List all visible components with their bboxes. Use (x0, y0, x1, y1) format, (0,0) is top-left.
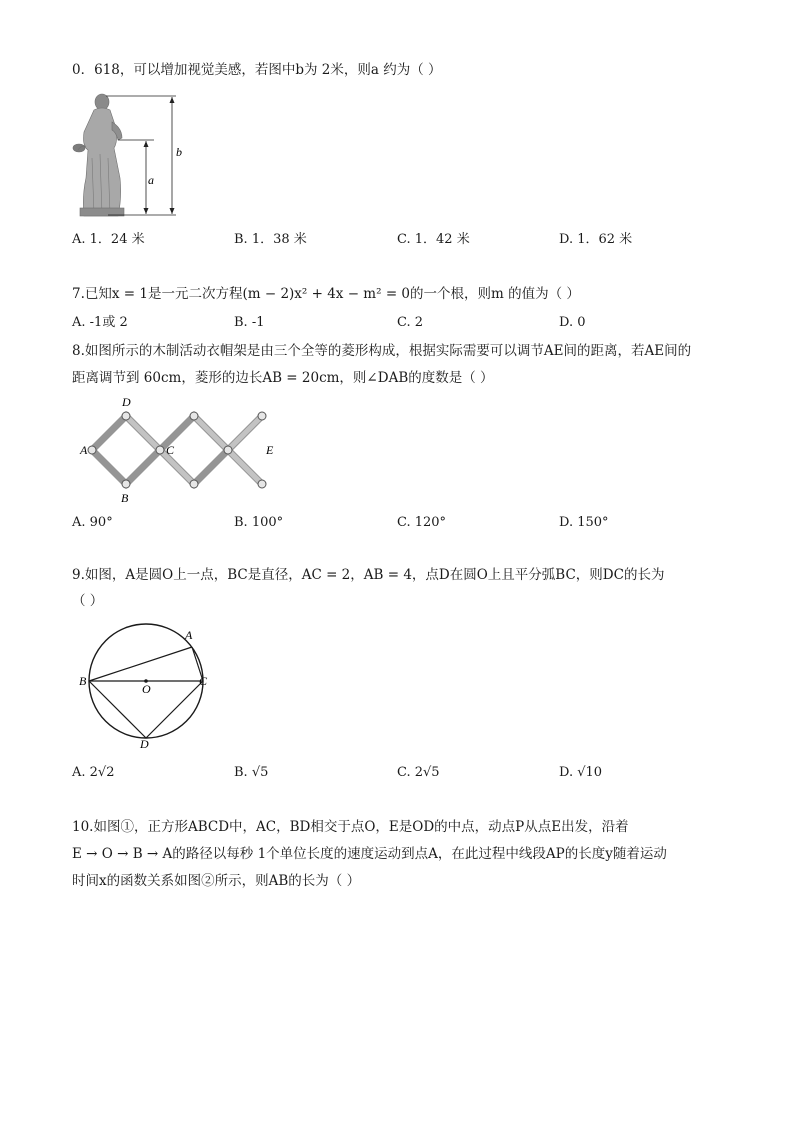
q6-option-a[interactable]: A. 1．24 米 (72, 232, 145, 247)
q10-line3: 时间x的函数关系如图②所示，则AB的长为（ ） (72, 873, 361, 889)
label-d: D (140, 737, 149, 748)
q6-stem: 0．618，可以增加视觉美感，若图中b为 2米，则a 约为（ ） (72, 62, 442, 78)
q6-option-c[interactable]: C. 1．42 米 (397, 232, 470, 247)
statue-image (73, 94, 124, 216)
q10-line1: 10.如图①，正方形ABCD中，AC，BD相交于点O，E是OD的中点，动点P从点E出发，沿着 (72, 819, 629, 835)
q9-option-a[interactable]: A. 2√2 (72, 765, 115, 780)
label-a: a (148, 173, 154, 187)
q8-option-b[interactable]: B. 100° (234, 515, 284, 530)
coat-rack-figure (78, 394, 278, 506)
q8-option-a[interactable]: A. 90° (72, 515, 113, 530)
q7-option-c[interactable]: C. 2 (397, 315, 424, 330)
label-c: C (166, 443, 175, 457)
q7-option-b[interactable]: B. -1 (234, 315, 265, 330)
q9-option-c[interactable]: C. 2√5 (397, 765, 440, 780)
statue-figure (72, 88, 192, 220)
q7-option-d[interactable]: D. 0 (559, 315, 586, 330)
label-o: O (142, 682, 151, 696)
q8-option-d[interactable]: D. 150° (559, 515, 609, 530)
label-a: A (185, 628, 193, 642)
q6-option-d[interactable]: D. 1．62 米 (559, 232, 633, 247)
circle-diagram (76, 622, 216, 748)
q7-stem: 7.已知x = 1是一元二次方程(m − 2)x² + 4x − m² = 0的一个根，则m 的值为（ ） (72, 286, 580, 302)
q7-option-a[interactable]: A. -1或 2 (72, 315, 128, 330)
label-b: B (121, 491, 129, 505)
q6-option-b[interactable]: B. 1．38 米 (234, 232, 307, 247)
q10-line2: E → O → B → A的路径以每秒 1个单位长度的速度运动到点A，在此过程中线段AP的长度y随着运动 (72, 846, 667, 862)
label-b: b (176, 145, 182, 159)
q8-option-c[interactable]: C. 120° (397, 515, 447, 530)
q9-stem-line2: （ ） (72, 593, 104, 609)
q9-option-d[interactable]: D. √10 (559, 765, 603, 780)
q9-option-b[interactable]: B. √5 (234, 765, 269, 780)
label-c: C (199, 674, 208, 688)
label-e: E (266, 443, 274, 457)
label-b: B (79, 674, 87, 688)
label-d: D (122, 395, 131, 409)
q8-stem-line2: 距离调节到 60cm，菱形的边长AB = 20cm，则∠DAB的度数是（ ） (72, 370, 494, 386)
q9-stem-line1: 9.如图，A是圆O上一点，BC是直径，AC = 2，AB = 4，点D在圆O上且平分弧BC，则DC的长为 (72, 567, 665, 583)
q8-stem-line1: 8.如图所示的木制活动衣帽架是由三个全等的菱形构成，根据实际需要可以调节AE间的距离，若AE间的 (72, 343, 692, 359)
label-a: A (80, 443, 88, 457)
